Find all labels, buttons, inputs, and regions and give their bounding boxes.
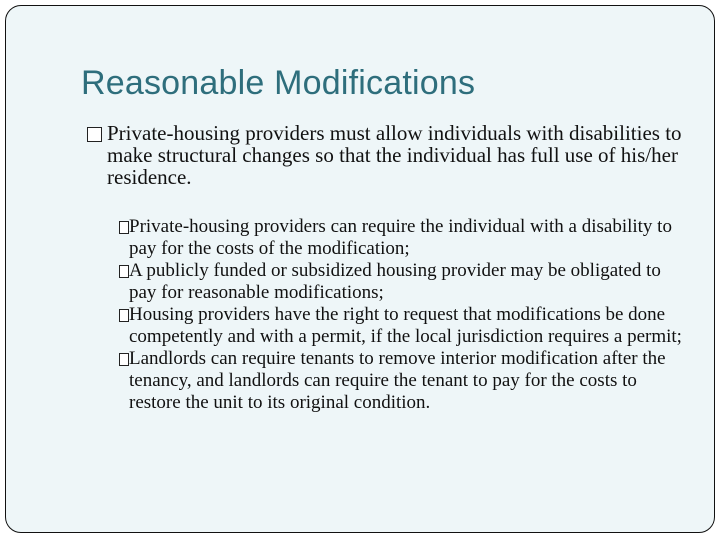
missing-glyph-box-icon <box>119 265 129 278</box>
missing-glyph-box-icon <box>119 353 129 366</box>
slide <box>5 5 715 533</box>
sub-bullet-text: A publicly funded or subsidized housing provider may be obligated to pay for reasonable modifications; <box>129 260 661 303</box>
sub-bullet <box>119 304 689 348</box>
missing-glyph-box-icon <box>119 221 129 234</box>
main-bullet-text: Private-housing providers must allow individuals with disabilities to make structural changes so that the individual has full use of his/her residence. <box>107 121 682 189</box>
sub-bullet-list <box>119 216 689 414</box>
sub-bullet-text: Housing providers have the right to request that modifications be done competently and with a permit, if the local jurisdiction requires a permit; <box>129 304 682 347</box>
main-bullet <box>84 122 717 188</box>
sub-bullet <box>119 216 689 260</box>
sub-bullet <box>119 260 689 304</box>
sub-bullet <box>119 348 689 414</box>
sub-bullet-text: Private-housing providers can require the individual with a disability to pay for the costs of the modification; <box>129 216 672 259</box>
missing-glyph-box-icon <box>119 309 129 322</box>
sub-bullet-text: Landlords can require tenants to remove interior modification after the tenancy, and landlords can require the tenant to pay for the costs to restore the unit to its original condition. <box>129 348 666 413</box>
missing-glyph-box-icon <box>87 127 102 142</box>
slide-title: Reasonable Modifications <box>81 64 476 102</box>
